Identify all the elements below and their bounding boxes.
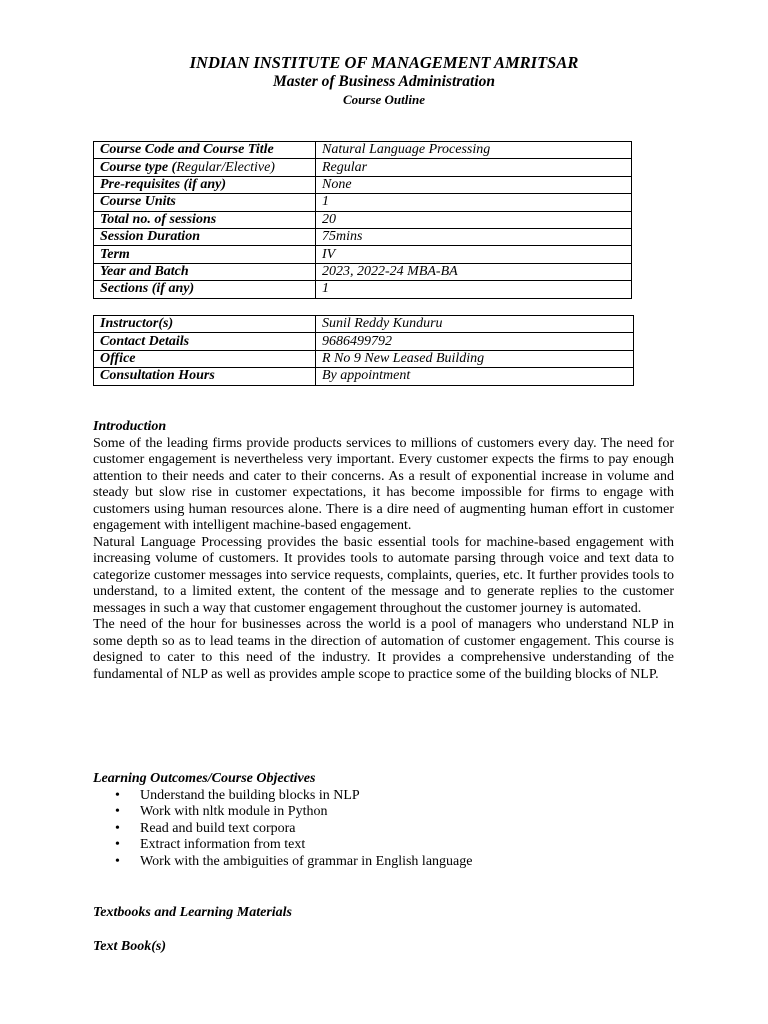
table-row (94, 281, 632, 298)
program-name: Master of Business Administration (272, 73, 496, 90)
course-type-label: Course type (Regular/Elective) (94, 159, 316, 176)
textbook-subtitle: Text Book(s) (93, 939, 166, 954)
bullet-icon: • (115, 853, 120, 869)
textbooks-subsection (93, 939, 674, 956)
year-batch-value: 2023, 2022-24 MBA-BA (316, 263, 632, 280)
consultation-value: By appointment (316, 368, 634, 385)
institute-name: INDIAN INSTITUTE OF MANAGEMENT AMRITSAR (189, 53, 579, 72)
course-code-value: Natural Language Processing (316, 142, 632, 159)
list-item: • Work with nltk module in Python (115, 804, 328, 819)
contact-value: 9686499792 (316, 333, 634, 350)
session-duration-label: Session Duration (94, 228, 316, 245)
table-row (94, 368, 634, 385)
course-units-value: 1 (316, 194, 632, 211)
prerequisites-value: None (316, 176, 632, 193)
introduction-paragraph: Natural Language Processing provides the basic essential tools for machine-based engagement with increasing volume of customers. It provides tools to automate parsing through voice and text data to categorize customer messages into service requests, complaints, queries, etc. It further provides tools to understand, to a limited extent, the content of the message and to generate replies to the customer messages in such a way that customer engagement throughout the customer journey is automated. (93, 534, 674, 616)
course-type-options: Regular/Elective (176, 159, 271, 175)
textbooks-section (93, 905, 674, 922)
table-row (94, 176, 632, 193)
learning-outcomes-section (93, 771, 674, 870)
sections-label: Sections (if any) (94, 281, 316, 298)
bullet-icon: • (115, 820, 120, 836)
course-units-label: Course Units (94, 194, 316, 211)
course-code-label: Course Code and Course Title (94, 142, 316, 159)
term-label: Term (94, 246, 316, 263)
introduction-title: Introduction (93, 419, 167, 434)
textbooks-title: Textbooks and Learning Materials (93, 905, 293, 920)
table-row (94, 142, 632, 159)
document-title: Course Outline (343, 92, 425, 107)
year-batch-label: Year and Batch (94, 263, 316, 280)
list-item: • Work with the ambiguities of grammar in English language (115, 853, 473, 869)
table-row (94, 194, 632, 211)
bullet-icon: • (115, 804, 120, 819)
prerequisites-label: Pre-requisites (if any) (94, 176, 316, 193)
learning-outcomes-title: Learning Outcomes/Course Objectives (93, 771, 316, 786)
document-header (0, 53, 768, 108)
table-row (94, 159, 632, 176)
consultation-label: Consultation Hours (94, 368, 316, 385)
table-row (94, 228, 632, 245)
instructor-details-table (93, 315, 634, 386)
table-row (94, 350, 634, 367)
table-row (94, 316, 634, 333)
bullet-icon: • (115, 837, 120, 852)
introduction-paragraph: The need of the hour for businesses across the world is a pool of managers who understand NLP in some depth so as to lead teams in the direction of automation of customer engagement. This course is designed to cater to this need of the industry. It provides a comprehensive understanding of the fundamental of NLP as well as provides ample scope to practice some of the building blocks of NLP. (93, 617, 674, 682)
office-value: R No 9 New Leased Building (316, 350, 634, 367)
list-item: • Understand the building blocks in NLP (115, 787, 360, 803)
learning-outcomes-list (93, 788, 674, 871)
table-row (94, 263, 632, 280)
contact-label: Contact Details (94, 333, 316, 350)
session-duration-value: 75mins (316, 228, 632, 245)
total-sessions-label: Total no. of sessions (94, 211, 316, 228)
table-row (94, 333, 634, 350)
office-label: Office (94, 350, 316, 367)
instructor-label: Instructor(s) (94, 316, 316, 333)
introduction-paragraph: Some of the leading firms provide products services to millions of customers every day. The need for customer engagement is nevertheless very important. Every customer expects the firms to pay enough attention to their needs and cater to their concerns. As a result of exponential increase in volume and steady but slow rise in customer expectations, it has become impossible for firms to engage with customers using human resources alone. There is a dire need of augmenting human effort in customer engagement with intelligent machine-based engagement. (93, 435, 674, 533)
term-value: IV (316, 246, 632, 263)
table-row (94, 211, 632, 228)
course-details-table (93, 141, 632, 299)
instructor-value: Sunil Reddy Kunduru (316, 316, 634, 333)
total-sessions-value: 20 (316, 211, 632, 228)
course-type-value: Regular (316, 159, 632, 176)
list-item: • Extract information from text (115, 837, 306, 852)
bullet-icon: • (115, 787, 120, 803)
table-row (94, 246, 632, 263)
sections-value: 1 (316, 281, 632, 298)
introduction-section (93, 419, 674, 683)
list-item: • Read and build text corpora (115, 820, 296, 836)
